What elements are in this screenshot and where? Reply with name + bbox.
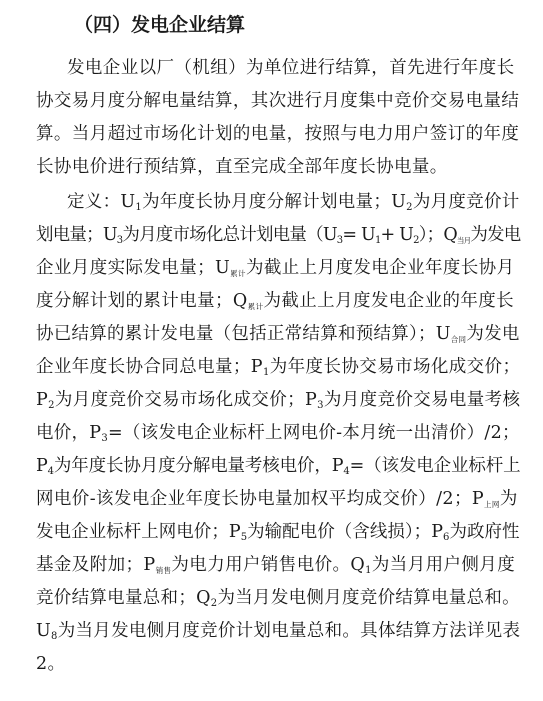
paragraph2-line-15	[36, 652, 65, 676]
subscript: 3	[101, 433, 108, 444]
subscript: 累计	[247, 302, 264, 311]
text: 为月度竞价交易市场化成交价；P	[54, 390, 318, 410]
text: =（该发电企业标杆上	[349, 456, 521, 476]
text: ）；Q	[418, 225, 457, 245]
subscript: 当月	[456, 236, 471, 245]
subscript: 1	[374, 235, 381, 246]
text: P	[36, 456, 48, 476]
text: 为电力用户销售电价。Q	[171, 555, 366, 575]
subscript: 上网	[484, 500, 500, 509]
subscript: 合同	[450, 335, 467, 344]
text: 为月度市场化总计划电量（U	[122, 225, 337, 245]
text: 企业年度长协合同总电量；P	[36, 357, 263, 377]
text: 为发电	[466, 324, 520, 344]
text: 为当月发电侧月度竞价计划电量总和。具体结算方法详见表	[57, 621, 521, 641]
text: 为月度竞价交易电量考核	[323, 390, 521, 410]
text: 协已结算的累计发电量（包括正常结算和预结算）；U	[36, 324, 451, 344]
subscript: 8	[51, 631, 58, 642]
text: 基金及附加；P	[36, 555, 156, 575]
text: 为发电	[470, 225, 521, 245]
paragraph2-line-1	[67, 190, 520, 214]
paragraph2-line-6	[36, 355, 520, 379]
text: U	[36, 621, 52, 641]
paragraph2-line-11	[36, 520, 520, 544]
text: 为年度长协交易市场化成交价；	[269, 357, 521, 377]
paragraph2-line-4	[36, 289, 514, 313]
subscript: 2	[210, 598, 218, 609]
text: =（该发电企业标杆上网电价-本月统一出清价）/2；	[107, 423, 520, 443]
text: 企业月度实际发电量；U	[36, 258, 231, 278]
subscript: 6	[443, 532, 450, 543]
paragraph1-line-1: 发电企业以厂（机组）为单位进行结算，首先进行年度长	[67, 58, 515, 78]
subscript: 1	[135, 202, 143, 213]
text: 为输配电价（含线损）；P	[247, 522, 444, 542]
subscript: 3	[116, 235, 123, 246]
paragraph1-line-2: 协交易月度分解电量结算，其次进行月度集中竞价交易电量结	[36, 91, 520, 111]
paragraph1-line-3: 算。当月超过市场化计划的电量，按照与电力用户签订的年度	[36, 124, 520, 144]
text: 为年度长协月度分解电量考核电价，P	[53, 456, 344, 476]
text: 度分解计划的累计电量；Q	[36, 291, 248, 311]
subscript: 2	[413, 235, 419, 246]
text: P	[36, 390, 49, 410]
paragraph2-line-8	[36, 421, 520, 445]
text: 发电企业标杆上网电价；P	[36, 522, 241, 542]
text: 电价，P	[36, 423, 102, 443]
text: 为当月用户侧月度	[371, 555, 516, 575]
paragraph2-line-7	[36, 388, 520, 412]
subscript: 3	[336, 235, 343, 246]
text: 划电量；U	[36, 225, 117, 245]
paragraph2-line-2	[36, 223, 520, 247]
text: 2。	[36, 654, 66, 674]
text: = U	[342, 225, 375, 245]
text: 竞价结算电量总和；Q	[36, 588, 211, 608]
text: 为月度竞价计	[412, 192, 520, 212]
subscript: 销售	[155, 566, 172, 575]
subscript: 1	[365, 565, 372, 576]
paragraph2-line-9	[36, 454, 520, 478]
paragraph2-line-12	[36, 553, 515, 577]
subscript: 3	[317, 400, 324, 411]
text: 为	[499, 489, 518, 509]
text: 为截止上月度发电企业年度长协月	[245, 258, 515, 278]
subscript: 4	[343, 466, 350, 477]
text: 网电价-该发电企业年度长协电量加权平均成交价）/2；P	[36, 489, 485, 509]
subscript: 2	[406, 202, 413, 213]
text: 定义：U	[67, 192, 136, 212]
subscript: 5	[240, 532, 248, 543]
paragraph2-line-3	[36, 256, 514, 280]
subscript: 2	[48, 400, 55, 411]
paragraph2-line-13	[36, 586, 520, 610]
subscript: 累计	[230, 269, 246, 278]
text: + U	[380, 225, 414, 245]
section-heading: （四）发电企业结算	[74, 14, 246, 36]
text: 为当月发电侧月度竞价结算电量总和。	[217, 588, 520, 608]
text: 为政府性	[449, 522, 520, 542]
subscript: 1	[262, 367, 270, 378]
text: 为截止上月度发电企业的年度长	[263, 291, 515, 311]
paragraph1-line-4: 长协电价进行预结算，直至完成全部年度长协电量。	[36, 157, 448, 177]
paragraph2-line-10	[36, 487, 518, 511]
paragraph2-line-14	[36, 619, 520, 643]
subscript: 4	[47, 466, 54, 477]
text: 为年度长协月度分解计划电量；U	[142, 192, 407, 212]
paragraph2-line-5	[36, 322, 520, 346]
